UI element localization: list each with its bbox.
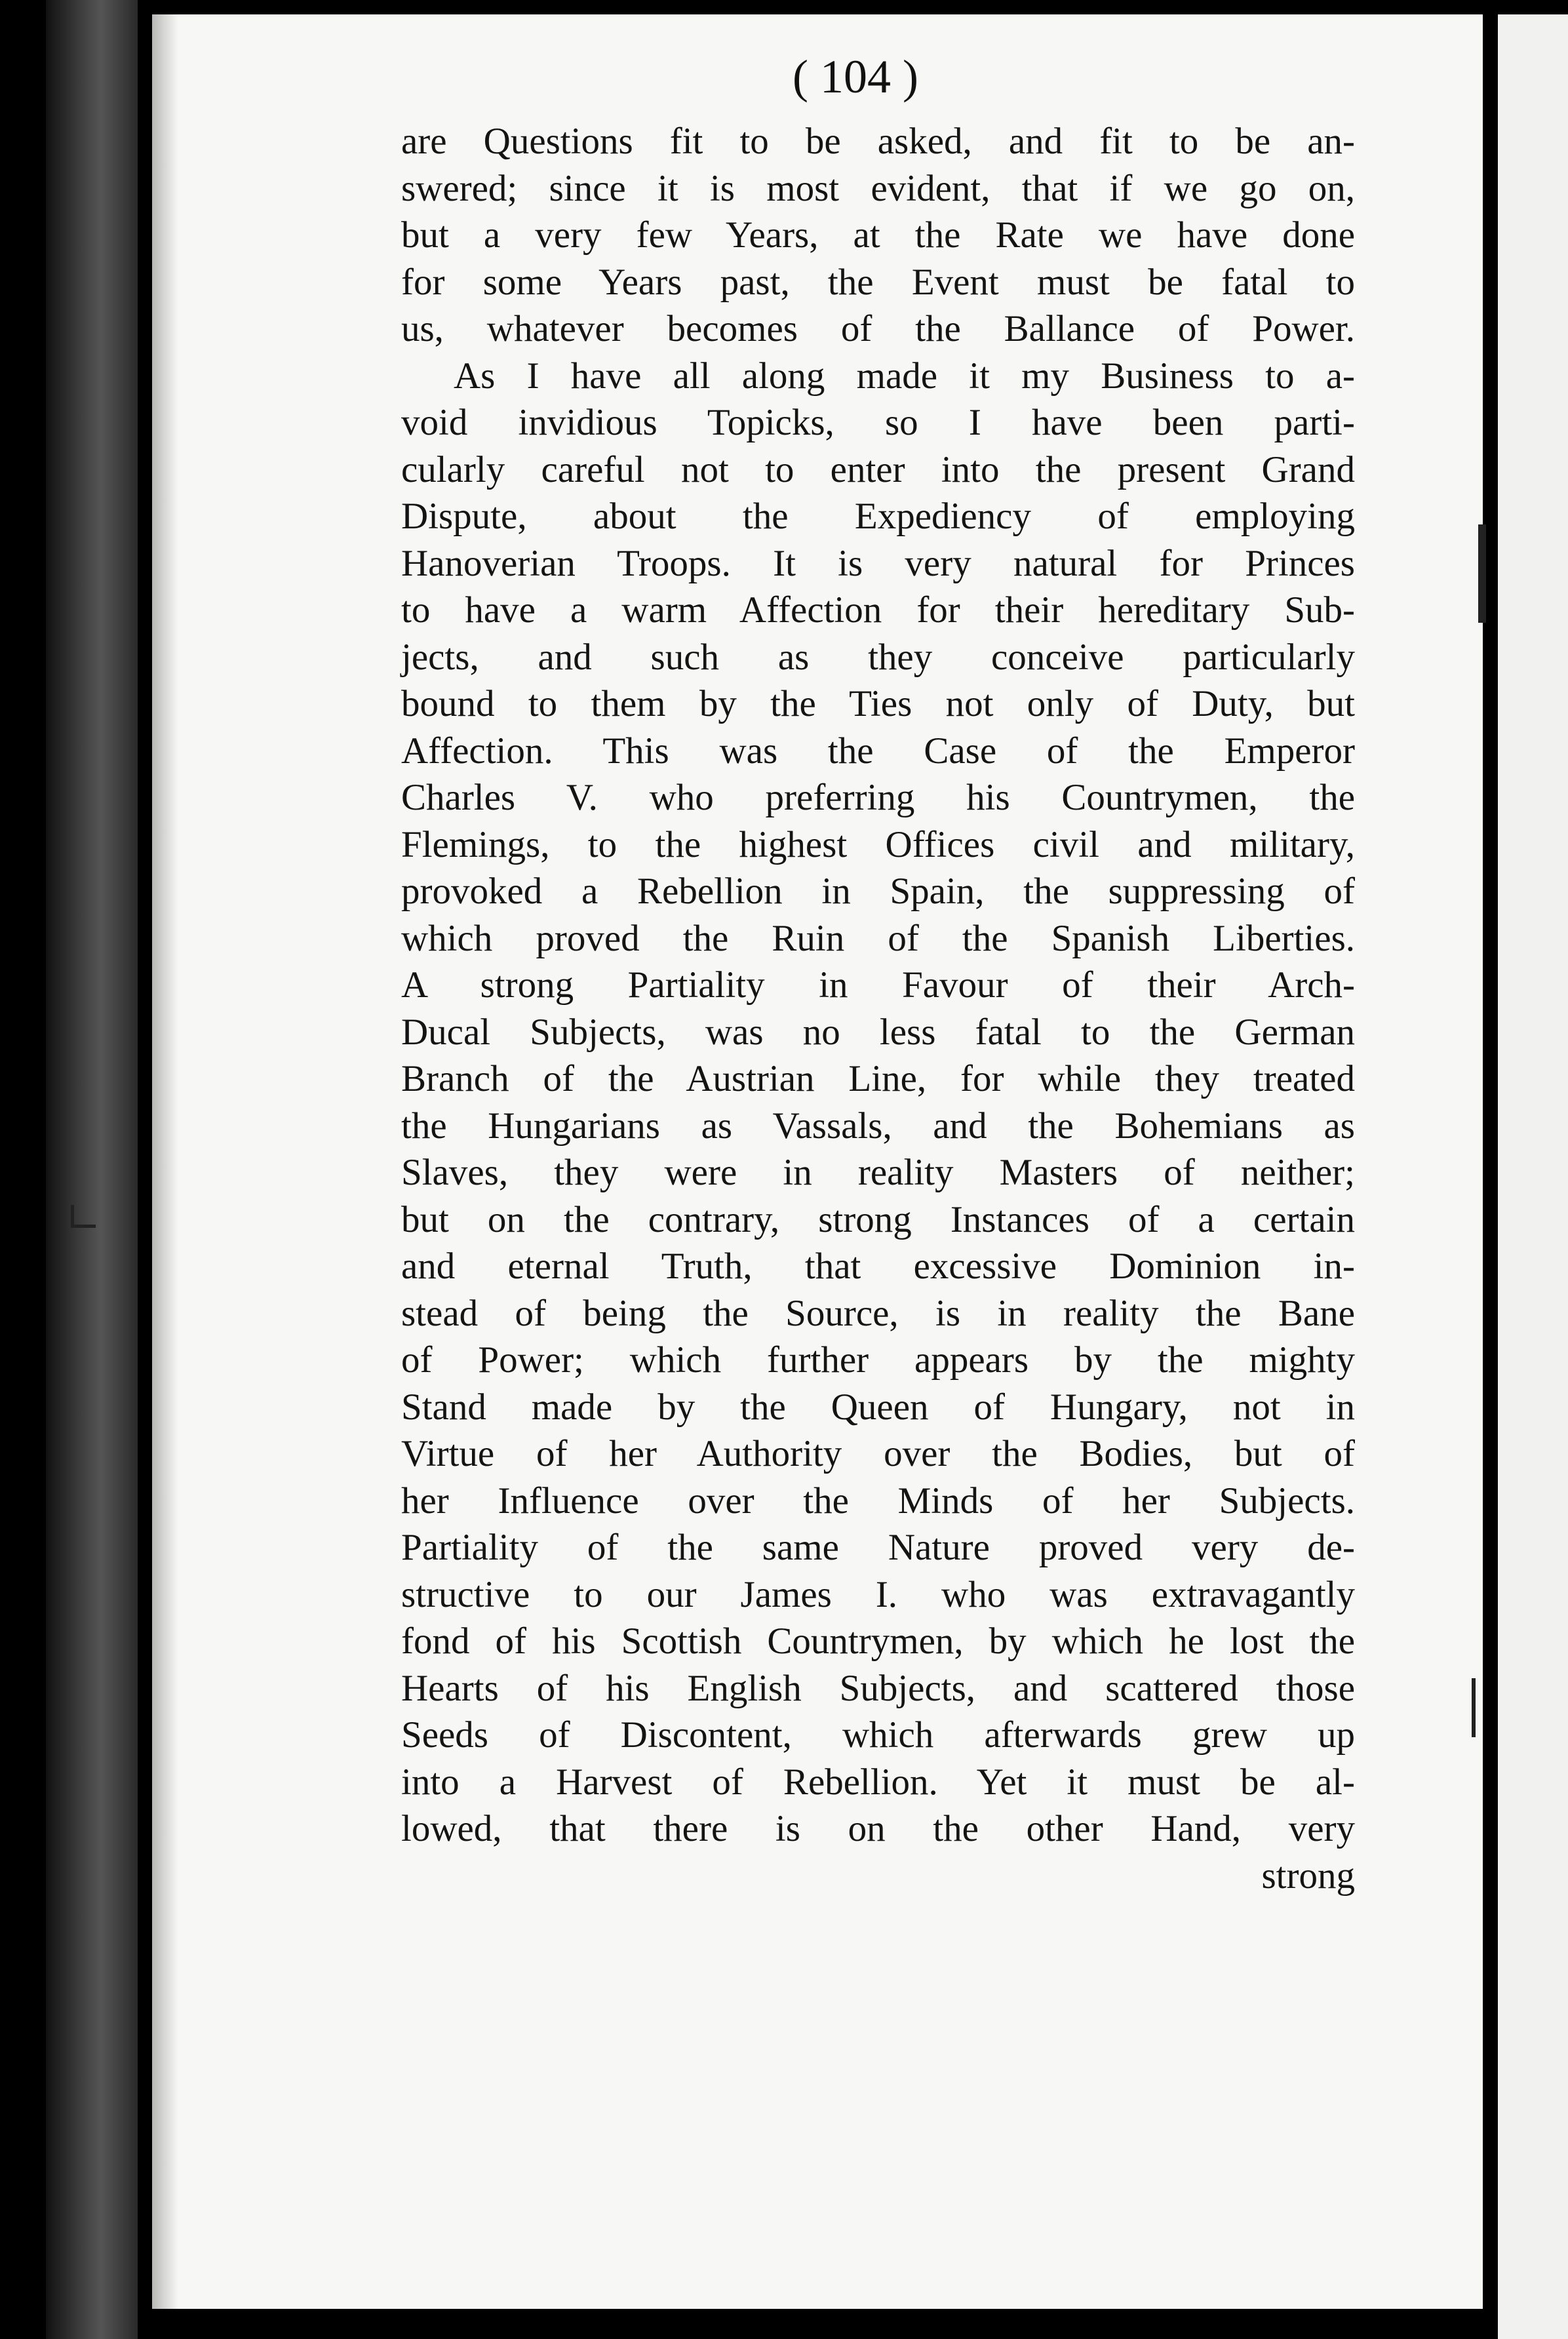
text-line: Slaves, they were in reality Masters of neither; — [401, 1152, 1355, 1193]
text-line: jects, and such as they conceive particularly — [401, 636, 1355, 678]
text-line: into a Harvest of Rebellion. Yet it must be al- — [401, 1761, 1355, 1803]
text-line: Branch of the Austrian Line, for while they treated — [401, 1058, 1355, 1099]
text-line: for some Years past, the Event must be fatal to — [401, 261, 1355, 303]
text-line: to have a warm Affection for their hereditary Sub- — [401, 589, 1355, 631]
text-line: stead of being the Source, is in reality the Bane — [401, 1292, 1355, 1334]
catchword: strong — [1261, 1855, 1355, 1897]
text-line: Dispute, about the Expediency of employing — [401, 496, 1355, 537]
text-line: A strong Partiality in Favour of their Arch- — [401, 964, 1355, 1006]
text-line: Charles V. who preferring his Countrymen, the — [401, 777, 1355, 818]
text-line: As I have all along made it my Business to a- — [454, 355, 1355, 397]
text-line: fond of his Scottish Countrymen, by which he lost the — [401, 1621, 1355, 1662]
text-line: Hanoverian Troops. It is very natural for Princes — [401, 542, 1355, 584]
text-line: Virtue of her Authority over the Bodies, but of — [401, 1433, 1355, 1474]
text-line: Hearts of his English Subjects, and scattered those — [401, 1667, 1355, 1709]
page-number: ( 104 ) — [793, 50, 918, 103]
text-line: are Questions fit to be asked, and fit to be an- — [401, 121, 1355, 162]
facing-page-edge — [1498, 14, 1568, 2339]
text-line: of Power; which further appears by the mighty — [401, 1339, 1355, 1381]
text-line: Ducal Subjects, was no less fatal to the German — [401, 1011, 1355, 1053]
text-line: Affection. This was the Case of the Emperor — [401, 730, 1355, 772]
text-line: void invidious Topicks, so I have been parti- — [401, 402, 1355, 443]
text-line: Flemings, to the highest Offices civil and military, — [401, 823, 1355, 865]
margin-mark — [71, 1225, 96, 1228]
margin-mark — [71, 1205, 74, 1227]
text-line: swered; since it is most evident, that if we go on, — [401, 167, 1355, 209]
text-line: structive to our James I. who was extravagantly — [401, 1573, 1355, 1615]
text-line: us, whatever becomes of the Ballance of Power. — [401, 308, 1355, 349]
text-line: the Hungarians as Vassals, and the Bohemians as — [401, 1105, 1355, 1147]
page-gutter — [1483, 14, 1498, 2339]
text-line: bound to them by the Ties not only of Duty, but — [401, 683, 1355, 724]
text-line: and eternal Truth, that excessive Dominion in- — [401, 1246, 1355, 1287]
body-text — [401, 118, 1355, 1899]
text-line: provoked a Rebellion in Spain, the suppressing of — [401, 871, 1355, 912]
margin-mark — [1478, 524, 1486, 623]
text-line: lowed, that there is on the other Hand, very — [401, 1808, 1355, 1849]
text-line: cularly careful not to enter into the present Grand — [401, 448, 1355, 490]
text-line: Stand made by the Queen of Hungary, not in — [401, 1386, 1355, 1428]
page-gutter-shadow — [152, 14, 178, 2309]
text-line: her Influence over the Minds of her Subjects. — [401, 1480, 1355, 1522]
text-line: which proved the Ruin of the Spanish Liberties. — [401, 917, 1355, 959]
text-line: Seeds of Discontent, which afterwards grew up — [401, 1714, 1355, 1756]
book-spine — [46, 0, 138, 2339]
text-line: Partiality of the same Nature proved very de- — [401, 1527, 1355, 1568]
margin-mark — [1472, 1678, 1476, 1737]
text-line: but on the contrary, strong Instances of a certain — [401, 1198, 1355, 1240]
text-line: but a very few Years, at the Rate we have done — [401, 214, 1355, 256]
